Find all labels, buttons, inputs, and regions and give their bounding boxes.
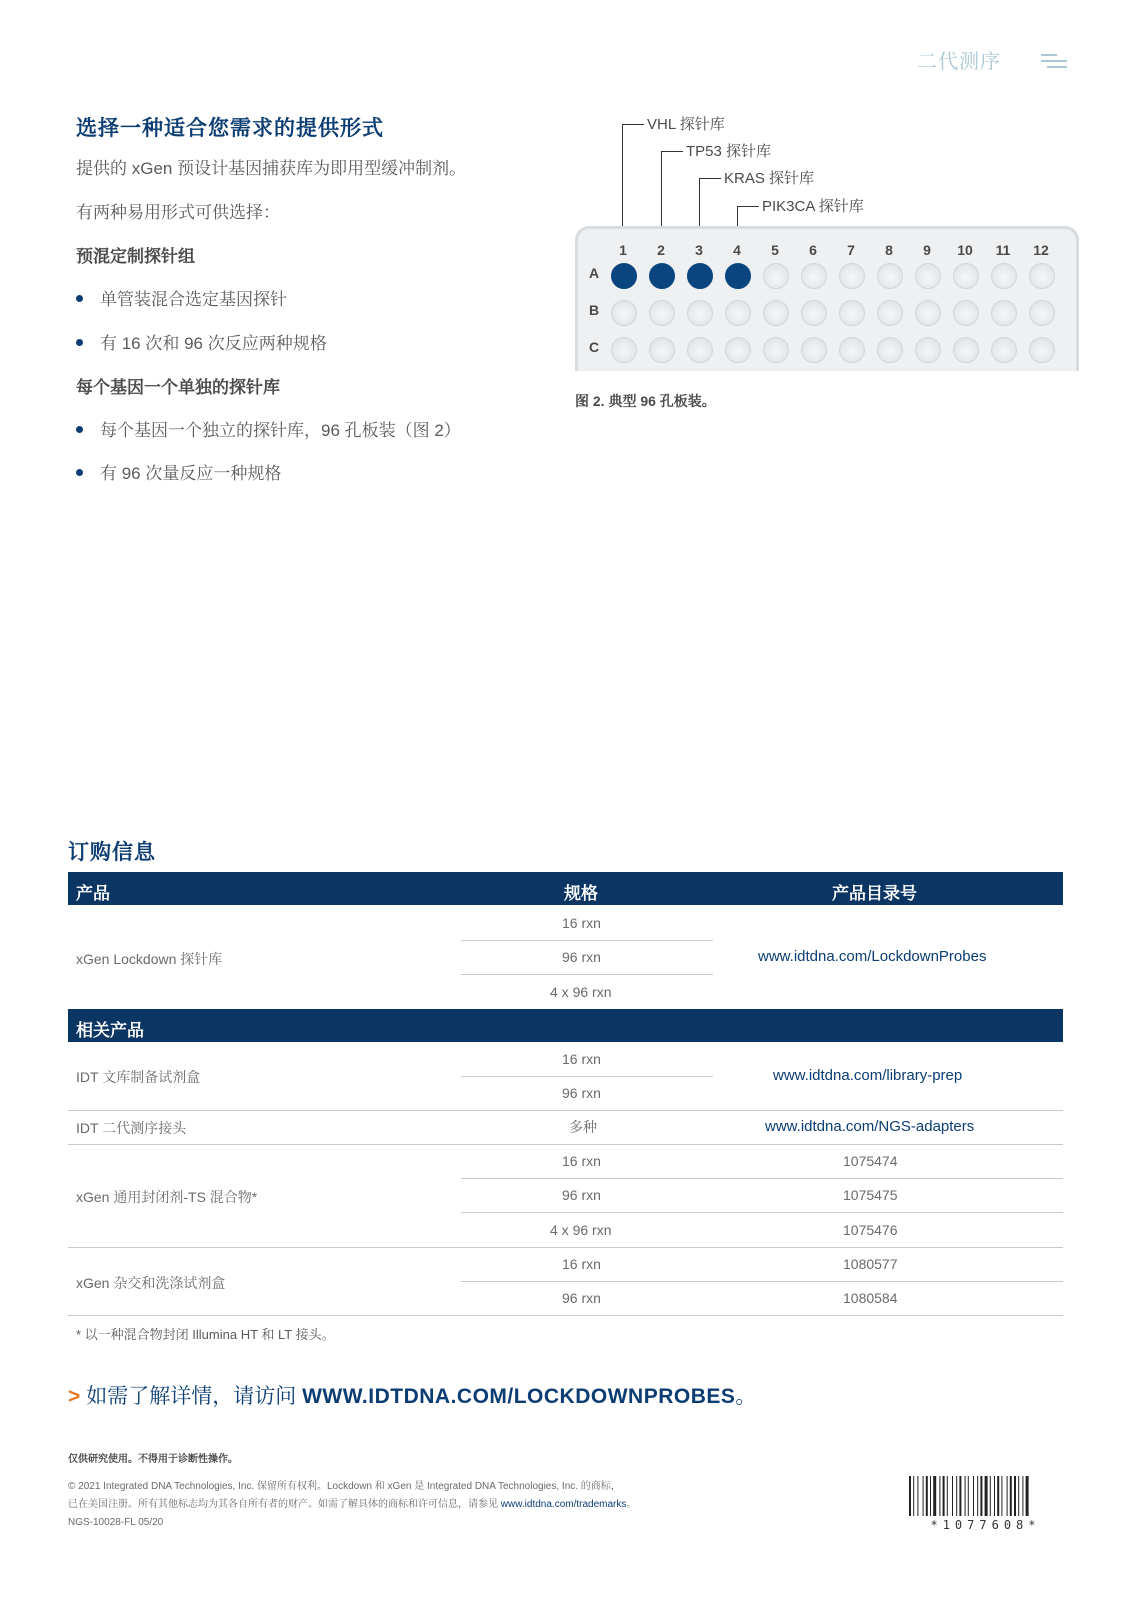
intro-title: 选择一种适合您需求的提供形式	[76, 117, 384, 140]
research-use-notice: 仅供研究使用。不得用于诊断性操作。	[68, 1454, 238, 1465]
product-name: IDT 二代测序接头	[76, 1120, 187, 1136]
bullet-dot-icon	[76, 426, 83, 433]
bullet-dot-icon	[76, 295, 83, 302]
barcode-icon	[909, 1476, 1062, 1516]
size-cell: 16 rxn	[562, 1051, 601, 1067]
size-cell: 16 rxn	[562, 1256, 601, 1272]
leader-line	[622, 124, 644, 125]
intro-line-1: 提供的 xGen 预设计基因捕获库为即用型缓冲制剂。	[76, 159, 467, 178]
menu-lines-icon	[1041, 54, 1067, 72]
plate-well	[611, 263, 637, 289]
plate-well	[611, 337, 637, 363]
leader-line	[699, 178, 700, 228]
bullet-dot-icon	[76, 469, 83, 476]
plate-well	[801, 300, 827, 326]
plate-column-label: 12	[1033, 242, 1049, 258]
plate-well	[725, 263, 751, 289]
figure-caption: 图 2. 典型 96 孔板装。	[575, 393, 716, 409]
ordering-table	[68, 872, 1063, 1306]
ngs-adapters-link[interactable]: www.idtdna.com/NGS-adapters	[765, 1118, 975, 1135]
plate-well	[801, 337, 827, 363]
intro-line-2: 有两种易用形式可供选择：	[76, 203, 280, 222]
row-divider	[68, 1247, 1063, 1248]
plate-well	[725, 337, 751, 363]
plate-well	[839, 263, 865, 289]
row-divider	[461, 974, 713, 975]
row-divider	[68, 1315, 1063, 1316]
ordering-title: 订购信息	[68, 841, 156, 864]
plate-column-label: 9	[923, 242, 931, 258]
plate-well	[839, 337, 865, 363]
size-cell: 16 rxn	[562, 1153, 601, 1169]
copyright-notice: © 2021 Integrated DNA Technologies, Inc. 保留所有权利。Lockdown 和 xGen 是 Integrated DNA Technologies, Inc. 的商标， 已在美国注册。所有其他标志均为其各自所有者的财产。如需了解具体的商标和许可信息，请参见 www.idtdna.com/trademarks。 NGS-10028-FL 05/20	[68, 1478, 788, 1532]
plate-column-label: 10	[957, 242, 973, 258]
plate-well	[991, 300, 1017, 326]
plate-well	[649, 263, 675, 289]
related-products-header-row	[68, 1009, 1063, 1042]
barcode-number: *1077608*	[930, 1518, 1041, 1532]
option-1-bullet: 有 16 次和 96 次反应两种规格	[76, 329, 327, 354]
plate-row-label: B	[588, 302, 600, 318]
document-code: NGS-10028-FL 05/20	[68, 1517, 164, 1528]
row-divider	[461, 1178, 1063, 1179]
well-plate	[575, 226, 1079, 371]
plate-well	[611, 300, 637, 326]
column-header-catalog: 产品目录号	[832, 884, 917, 903]
option-2-bullet: 每个基因一个独立的探针库，96 孔板装（图 2）	[76, 416, 461, 441]
library-prep-link[interactable]: www.idtdna.com/library-prep	[773, 1067, 963, 1084]
row-divider	[461, 1076, 713, 1077]
plate-well	[763, 337, 789, 363]
plate-well	[877, 263, 903, 289]
plate-row-label: C	[588, 339, 600, 355]
plate-well	[1029, 337, 1055, 363]
plate-well	[877, 300, 903, 326]
lockdown-probes-cta-link[interactable]: WWW.IDTDNA.COM/LOCKDOWNPROBES	[302, 1385, 736, 1408]
plate-well	[763, 300, 789, 326]
lockdown-probes-link[interactable]: www.idtdna.com/LockdownProbes	[758, 948, 987, 965]
size-cell: 4 x 96 rxn	[550, 984, 612, 1000]
plate-well	[725, 300, 751, 326]
probe-label-vhl: VHL 探针库	[647, 116, 725, 133]
plate-column-label: 7	[847, 242, 855, 258]
trademarks-link[interactable]: www.idtdna.com/trademarks	[500, 1499, 627, 1510]
plate-well	[763, 263, 789, 289]
row-divider	[68, 1110, 1063, 1111]
related-products-title: 相关产品	[76, 1021, 144, 1040]
size-cell: 96 rxn	[562, 1085, 601, 1101]
row-divider	[461, 1281, 1063, 1282]
chevron-right-icon: >	[68, 1385, 81, 1408]
column-header-product: 产品	[76, 884, 110, 903]
probe-label-pik3ca: PIK3CA 探针库	[762, 198, 864, 215]
leader-line	[737, 206, 759, 207]
size-cell: 96 rxn	[562, 1290, 601, 1306]
bullet-dot-icon	[76, 339, 83, 346]
column-header-size: 规格	[564, 884, 598, 903]
size-cell: 96 rxn	[562, 949, 601, 965]
plate-column-label: 11	[995, 242, 1011, 258]
probe-label-tp53: TP53 探针库	[686, 143, 772, 160]
size-cell: 96 rxn	[562, 1187, 601, 1203]
plate-well	[839, 300, 865, 326]
product-name: xGen 通用封闭剂-TS 混合物*	[76, 1189, 258, 1205]
plate-column-label: 6	[809, 242, 817, 258]
plate-well	[991, 337, 1017, 363]
table-footnote: * 以一种混合物封闭 Illumina HT 和 LT 接头。	[76, 1327, 335, 1342]
document-section-tag: 二代测序	[917, 51, 1001, 73]
plate-well	[915, 263, 941, 289]
row-divider	[461, 940, 713, 941]
catalog-number: 1075474	[843, 1153, 898, 1169]
plate-well	[991, 263, 1017, 289]
call-to-action: > 如需了解详情，请访问 WWW.IDTDNA.COM/LOCKDOWNPROBES。	[68, 1385, 757, 1408]
plate-well	[687, 300, 713, 326]
plate-well	[877, 337, 903, 363]
plate-well	[801, 263, 827, 289]
leader-line	[622, 124, 623, 228]
size-cell: 4 x 96 rxn	[550, 1222, 612, 1238]
plate-well	[915, 337, 941, 363]
leader-line	[699, 178, 721, 179]
leader-line	[737, 206, 738, 228]
plate-column-label: 8	[885, 242, 893, 258]
plate-column-label: 5	[771, 242, 779, 258]
catalog-number: 1080577	[843, 1256, 898, 1272]
option-1-bullet: 单管装混合选定基因探针	[76, 285, 287, 310]
option-2-bullet: 有 96 次量反应一种规格	[76, 459, 281, 484]
catalog-number: 1075475	[843, 1187, 898, 1203]
option-2-title: 每个基因一个单独的探针库	[76, 378, 280, 397]
plate-well	[649, 337, 675, 363]
plate-column-label: 3	[695, 242, 703, 258]
plate-well	[953, 263, 979, 289]
option-1-title: 预混定制探针组	[76, 247, 195, 266]
row-divider	[461, 1212, 1063, 1213]
row-divider	[68, 1144, 1063, 1145]
catalog-number: 1075476	[843, 1222, 898, 1238]
plate-row-label: A	[588, 265, 600, 281]
probe-label-kras: KRAS 探针库	[724, 170, 815, 187]
leader-line	[661, 151, 683, 152]
table-header-row	[68, 872, 1063, 905]
plate-well	[649, 300, 675, 326]
plate-column-label: 1	[619, 242, 627, 258]
plate-well	[687, 263, 713, 289]
plate-well	[1029, 300, 1055, 326]
plate-well	[953, 300, 979, 326]
product-name: xGen Lockdown 探针库	[76, 951, 223, 967]
catalog-number: 1080584	[843, 1290, 898, 1306]
plate-well	[1029, 263, 1055, 289]
plate-column-label: 4	[733, 242, 741, 258]
leader-line	[661, 151, 662, 228]
plate-well	[953, 337, 979, 363]
size-cell: 多种	[569, 1119, 597, 1135]
size-cell: 16 rxn	[562, 915, 601, 931]
plate-well	[687, 337, 713, 363]
plate-well	[915, 300, 941, 326]
product-name: xGen 杂交和洗涤试剂盒	[76, 1275, 226, 1291]
product-name: IDT 文库制备试剂盒	[76, 1069, 201, 1085]
plate-column-label: 2	[657, 242, 665, 258]
